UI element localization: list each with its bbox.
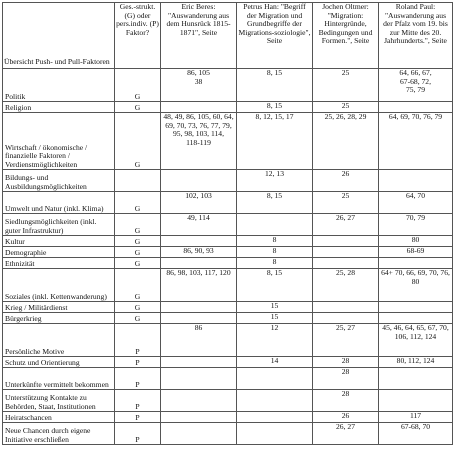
factor-type-cell: P: [115, 390, 161, 412]
table-row: [3, 302, 453, 313]
han-pages-cell: [237, 390, 313, 412]
header-source-oltmer: Jochen Oltmer: "Migration: Hintergründe, Bedingungen und Formen.", Seite: [313, 3, 379, 69]
paul-pages-cell: [379, 302, 453, 313]
factor-type-cell: G: [115, 247, 161, 258]
paul-pages-cell: 70, 79: [379, 214, 453, 236]
header-source-han: Petrus Han: "Begriff der Migration und Grundbegriffe der Migrations-soziologie", Seite: [237, 3, 313, 69]
han-pages-cell: 15: [237, 302, 313, 313]
factor-type-cell: G: [115, 258, 161, 269]
han-pages-cell: 8, 15: [237, 102, 313, 113]
oltmer-pages-cell: 26: [313, 170, 379, 192]
factor-type-cell: G: [115, 113, 161, 170]
header-overview: Übersicht Push- und Pull-Faktoren: [3, 3, 115, 69]
factor-type-cell: G: [115, 214, 161, 236]
oltmer-pages-cell: 28: [313, 357, 379, 368]
oltmer-pages-cell: 28: [313, 368, 379, 390]
factor-cell: Kultur: [3, 236, 115, 247]
oltmer-pages-cell: 26: [313, 412, 379, 423]
beres-pages-cell: 102, 103: [161, 192, 237, 214]
factor-cell: Wirtschaft / ökonomische / finanzielle Faktoren / Verdienstmöglichkeiten: [3, 113, 115, 170]
paul-pages-cell: [379, 368, 453, 390]
factor-type-cell: P: [115, 423, 161, 445]
table-row: [3, 324, 453, 357]
header-source-paul: Roland Paul: "Auswanderung aus der Pfalz vom 19. bis zur Mitte des 20. Jahrhunderts.", Seite: [379, 3, 453, 69]
oltmer-pages-cell: [313, 247, 379, 258]
factor-cell: Demographie: [3, 247, 115, 258]
han-pages-cell: [237, 423, 313, 445]
oltmer-pages-cell: 25: [313, 69, 379, 102]
push-pull-factor-table: [2, 2, 453, 445]
paul-pages-cell: 64, 66, 67, 67-68, 72, 75, 79: [379, 69, 453, 102]
paul-pages-cell: 80, 112, 124: [379, 357, 453, 368]
han-pages-cell: 15: [237, 313, 313, 324]
factor-cell: Bürgerkrieg: [3, 313, 115, 324]
paul-pages-cell: 80: [379, 236, 453, 247]
han-pages-cell: [237, 412, 313, 423]
han-pages-cell: 8: [237, 258, 313, 269]
oltmer-pages-cell: [313, 313, 379, 324]
beres-pages-cell: 48, 49, 86, 105, 60, 64, 69, 70, 73, 76, 77, 79, 95, 98, 103, 114, 118-119: [161, 113, 237, 170]
oltmer-pages-cell: 25, 28: [313, 269, 379, 302]
oltmer-pages-cell: 25: [313, 192, 379, 214]
oltmer-pages-cell: 25, 26, 28, 29: [313, 113, 379, 170]
table-row: [3, 69, 453, 102]
factor-cell: Heiratschancen: [3, 412, 115, 423]
table-row: [3, 313, 453, 324]
header-factor-type: Ges.-strukt. (G) oder pers.indiv. (P) Faktor?: [115, 3, 161, 69]
beres-pages-cell: [161, 102, 237, 113]
table-row: [3, 102, 453, 113]
beres-pages-cell: 86, 98, 103, 117, 120: [161, 269, 237, 302]
factor-cell: Neue Chancen durch eigene Initiative erschließen: [3, 423, 115, 445]
oltmer-pages-cell: [313, 302, 379, 313]
beres-pages-cell: [161, 170, 237, 192]
factor-cell: Schutz und Orientierung: [3, 357, 115, 368]
factor-cell: Umwelt und Natur (inkl. Klima): [3, 192, 115, 214]
factor-type-cell: P: [115, 412, 161, 423]
beres-pages-cell: 86, 90, 93: [161, 247, 237, 258]
factor-type-cell: G: [115, 102, 161, 113]
factor-cell: Bildungs- und Ausbildungsmöglichkeiten: [3, 170, 115, 192]
beres-pages-cell: [161, 258, 237, 269]
factor-cell: Unterstützung Kontakte zu Behörden, Staat, Institutionen: [3, 390, 115, 412]
paul-pages-cell: 45, 46, 64, 65, 67, 70, 106, 112, 124: [379, 324, 453, 357]
beres-pages-cell: [161, 313, 237, 324]
beres-pages-cell: 86: [161, 324, 237, 357]
han-pages-cell: 8: [237, 236, 313, 247]
han-pages-cell: 14: [237, 357, 313, 368]
header-source-beres: Eric Beres: "Auswanderung aus dem Hunsrück 1815-1871", Seite: [161, 3, 237, 69]
paul-pages-cell: 64, 69, 70, 76, 79: [379, 113, 453, 170]
beres-pages-cell: [161, 368, 237, 390]
oltmer-pages-cell: 25, 27: [313, 324, 379, 357]
beres-pages-cell: 86, 105 38: [161, 69, 237, 102]
beres-pages-cell: [161, 390, 237, 412]
oltmer-pages-cell: [313, 258, 379, 269]
factor-cell: Politik: [3, 69, 115, 102]
beres-pages-cell: 49, 114: [161, 214, 237, 236]
paul-pages-cell: 117: [379, 412, 453, 423]
oltmer-pages-cell: 26, 27: [313, 423, 379, 445]
paul-pages-cell: 64+ 70, 66, 69, 70, 76, 80: [379, 269, 453, 302]
factor-type-cell: G: [115, 302, 161, 313]
beres-pages-cell: [161, 412, 237, 423]
factor-cell: Ethnizität: [3, 258, 115, 269]
table-row: [3, 247, 453, 258]
han-pages-cell: 8, 15: [237, 192, 313, 214]
factor-type-cell: P: [115, 357, 161, 368]
han-pages-cell: 12, 13: [237, 170, 313, 192]
paul-pages-cell: 67-68, 70: [379, 423, 453, 445]
oltmer-pages-cell: 28: [313, 390, 379, 412]
beres-pages-cell: [161, 236, 237, 247]
factor-cell: Persönliche Motive: [3, 324, 115, 357]
paul-pages-cell: [379, 258, 453, 269]
factor-cell: Soziales (inkl. Kettenwanderung): [3, 269, 115, 302]
table-row: [3, 258, 453, 269]
factor-type-cell: G: [115, 69, 161, 102]
factor-type-cell: G: [115, 269, 161, 302]
table-row: [3, 170, 453, 192]
oltmer-pages-cell: 26, 27: [313, 214, 379, 236]
factor-type-cell: G: [115, 236, 161, 247]
table-row: [3, 113, 453, 170]
han-pages-cell: 8, 12, 15, 17: [237, 113, 313, 170]
table-row: [3, 368, 453, 390]
table-row: [3, 192, 453, 214]
paul-pages-cell: [379, 170, 453, 192]
table-row: [3, 214, 453, 236]
table-row: [3, 269, 453, 302]
push-pull-factor-table-wrapper: [2, 2, 453, 445]
factor-cell: Unterkünfte vermittelt bekommen: [3, 368, 115, 390]
han-pages-cell: [237, 368, 313, 390]
factor-type-cell: P: [115, 368, 161, 390]
table-row: [3, 236, 453, 247]
paul-pages-cell: 64, 70: [379, 192, 453, 214]
oltmer-pages-cell: [313, 236, 379, 247]
beres-pages-cell: [161, 423, 237, 445]
header-row: [3, 3, 453, 69]
table-row: [3, 357, 453, 368]
beres-pages-cell: [161, 302, 237, 313]
han-pages-cell: 8, 15: [237, 69, 313, 102]
factor-type-cell: G: [115, 192, 161, 214]
table-body: [3, 69, 453, 445]
paul-pages-cell: [379, 313, 453, 324]
paul-pages-cell: [379, 102, 453, 113]
oltmer-pages-cell: 25: [313, 102, 379, 113]
han-pages-cell: 8, 15: [237, 269, 313, 302]
han-pages-cell: [237, 214, 313, 236]
factor-cell: Religion: [3, 102, 115, 113]
factor-type-cell: G: [115, 313, 161, 324]
table-row: [3, 423, 453, 445]
beres-pages-cell: [161, 357, 237, 368]
factor-cell: Siedlungsmöglichkeiten (inkl. guter Infrastruktur): [3, 214, 115, 236]
han-pages-cell: 8: [237, 247, 313, 258]
han-pages-cell: 12: [237, 324, 313, 357]
factor-type-cell: P: [115, 324, 161, 357]
paul-pages-cell: 68-69: [379, 247, 453, 258]
factor-cell: Krieg / Militärdienst: [3, 302, 115, 313]
paul-pages-cell: [379, 390, 453, 412]
table-row: [3, 390, 453, 412]
factor-type-cell: [115, 170, 161, 192]
table-row: [3, 412, 453, 423]
